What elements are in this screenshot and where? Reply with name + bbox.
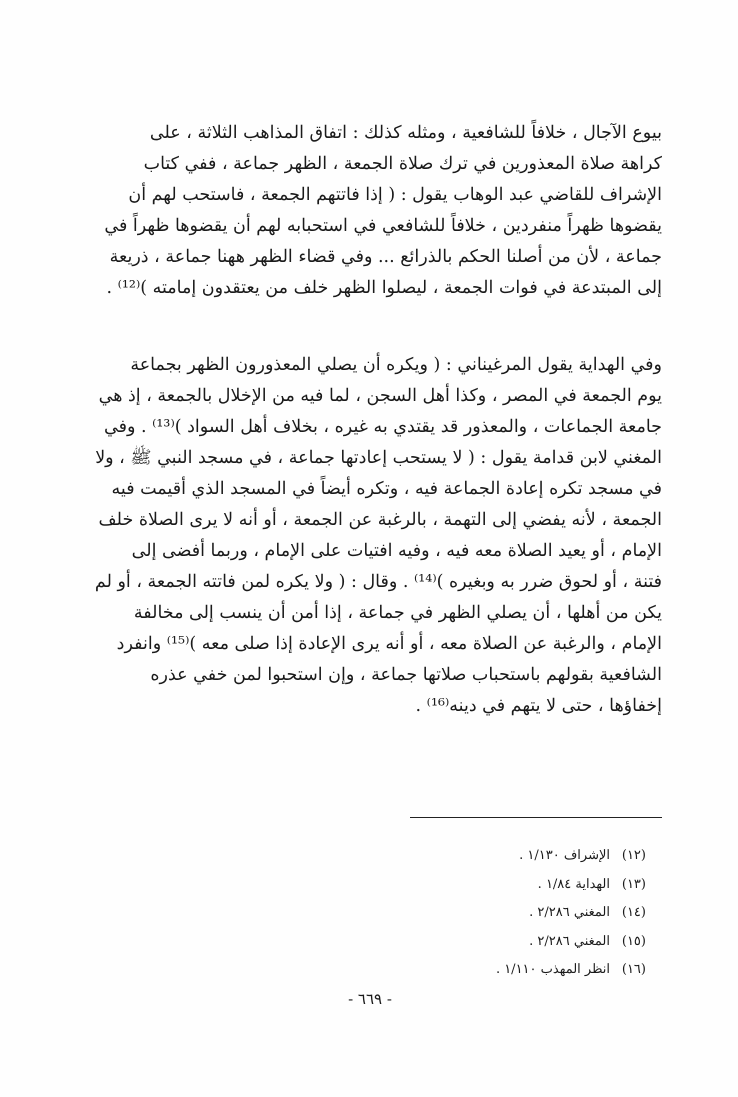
text-line: جامعة الجماعات ، والمعذور قد يقتدي به غيره ، بخلاف أهل السواد )⁽¹³⁾ . وفي: [104, 417, 662, 437]
footnote-item: [366, 928, 646, 957]
text-line: الإمام ، والرغبة عن الصلاة معه ، أو أنه يرى الإعادة إذا صلى معه )⁽¹⁵⁾ وانفرد: [116, 634, 662, 654]
text-line: المغني لابن قدامة يقول : ( لا يستحب إعادتها جماعة ، في مسجد النبي ﷺ ، ولا: [95, 448, 662, 468]
text-line: يقضوها ظهراً منفردين ، خلافاً للشافعي في استحبابه لهم أن يقضوها ظهراً في: [104, 216, 662, 236]
footnotes: [366, 842, 646, 985]
text-line: الإشراف للقاضي عبد الوهاب يقول : ( إذا فاتتهم الجمعة ، فاستحب لهم أن: [128, 185, 662, 205]
footnote-number: (١٥): [621, 933, 646, 949]
text-line: الجمعة ، لأنه يفضي إلى التهمة ، بالرغبة عن الجمعة ، أو أنه لا يرى الصلاة خلف: [98, 510, 662, 530]
footnote-number: (١٣): [621, 876, 646, 892]
footnote-text: الإشراف ١/١٣٠ .: [519, 848, 610, 863]
text-line: كراهة صلاة المعذورين في ترك صلاة الجمعة ، الظهر جماعة ، ففي كتاب: [143, 154, 662, 174]
paragraph-1: [84, 118, 662, 304]
text-line: في مسجد تكره إعادة الجماعة فيه ، وتكره أيضاً في المسجد الذي أقيمت فيه: [111, 479, 662, 499]
text-line: وفي الهداية يقول المرغيناني : ( ويكره أن يصلي المعذورون الظهر بجماعة: [130, 355, 662, 375]
footnote-item: [366, 871, 646, 900]
footnote-divider: [410, 817, 662, 818]
footnote-text: الهداية ١/٨٤ .: [537, 876, 610, 892]
page-number: - ٦٦٩ -: [348, 990, 392, 1008]
footnote-item: [366, 842, 646, 871]
text-line: إخفاؤها ، حتى لا يتهم في دينه⁽¹⁶⁾ .: [415, 696, 662, 716]
footnote-item: [366, 956, 646, 985]
text-line: يوم الجمعة في المصر ، وكذا أهل السجن ، لما فيه من الإخلال بالجمعة ، إذ هي: [98, 386, 662, 406]
footnote-item: [366, 899, 646, 928]
text-line: جماعة ، لأن من أصلنا الحكم بالذرائع ... وفي قضاء الظهر ههنا جماعة ، ذريعة: [109, 247, 662, 267]
footnote-text: المغني ٢/٢٨٦ .: [529, 933, 610, 949]
footnote-number: (١٢): [621, 848, 646, 863]
text-line: الإمام ، أو يعيد الصلاة معه فيه ، وفيه افتيات على الإمام ، وربما أفضى إلى: [131, 541, 662, 561]
footnote-number: (١٤): [621, 905, 646, 920]
text-line: إلى المبتدعة في فوات الجمعة ، ليصلوا الظهر خلف من يعتقدون إمامته )⁽¹²⁾ .: [106, 278, 662, 298]
footnote-text: المغني ٢/٢٨٦ .: [529, 905, 610, 920]
footnote-text: انظر المهذب ١/١١٠ .: [495, 962, 610, 977]
text-line: بيوع الآجال ، خلافاً للشافعية ، ومثله كذلك : اتفاق المذاهب الثلاثة ، على: [149, 123, 662, 143]
text-line: يكن من أهلها ، أن يصلي الظهر في جماعة ، إذا أمن أن ينسب إلى مخالفة: [133, 603, 662, 623]
footnote-number: (١٦): [621, 962, 646, 977]
text-line: الشافعية بقولهم باستحباب صلاتها جماعة ، وإن استحبوا لمن خفي عذره: [150, 665, 662, 685]
paragraph-2: [84, 350, 662, 722]
text-line: فتنة ، أو لحوق ضرر به وبغيره )⁽¹⁴⁾ . وقال : ( ولا يكره لمن فاتته الجمعة ، أو لم: [94, 572, 662, 592]
